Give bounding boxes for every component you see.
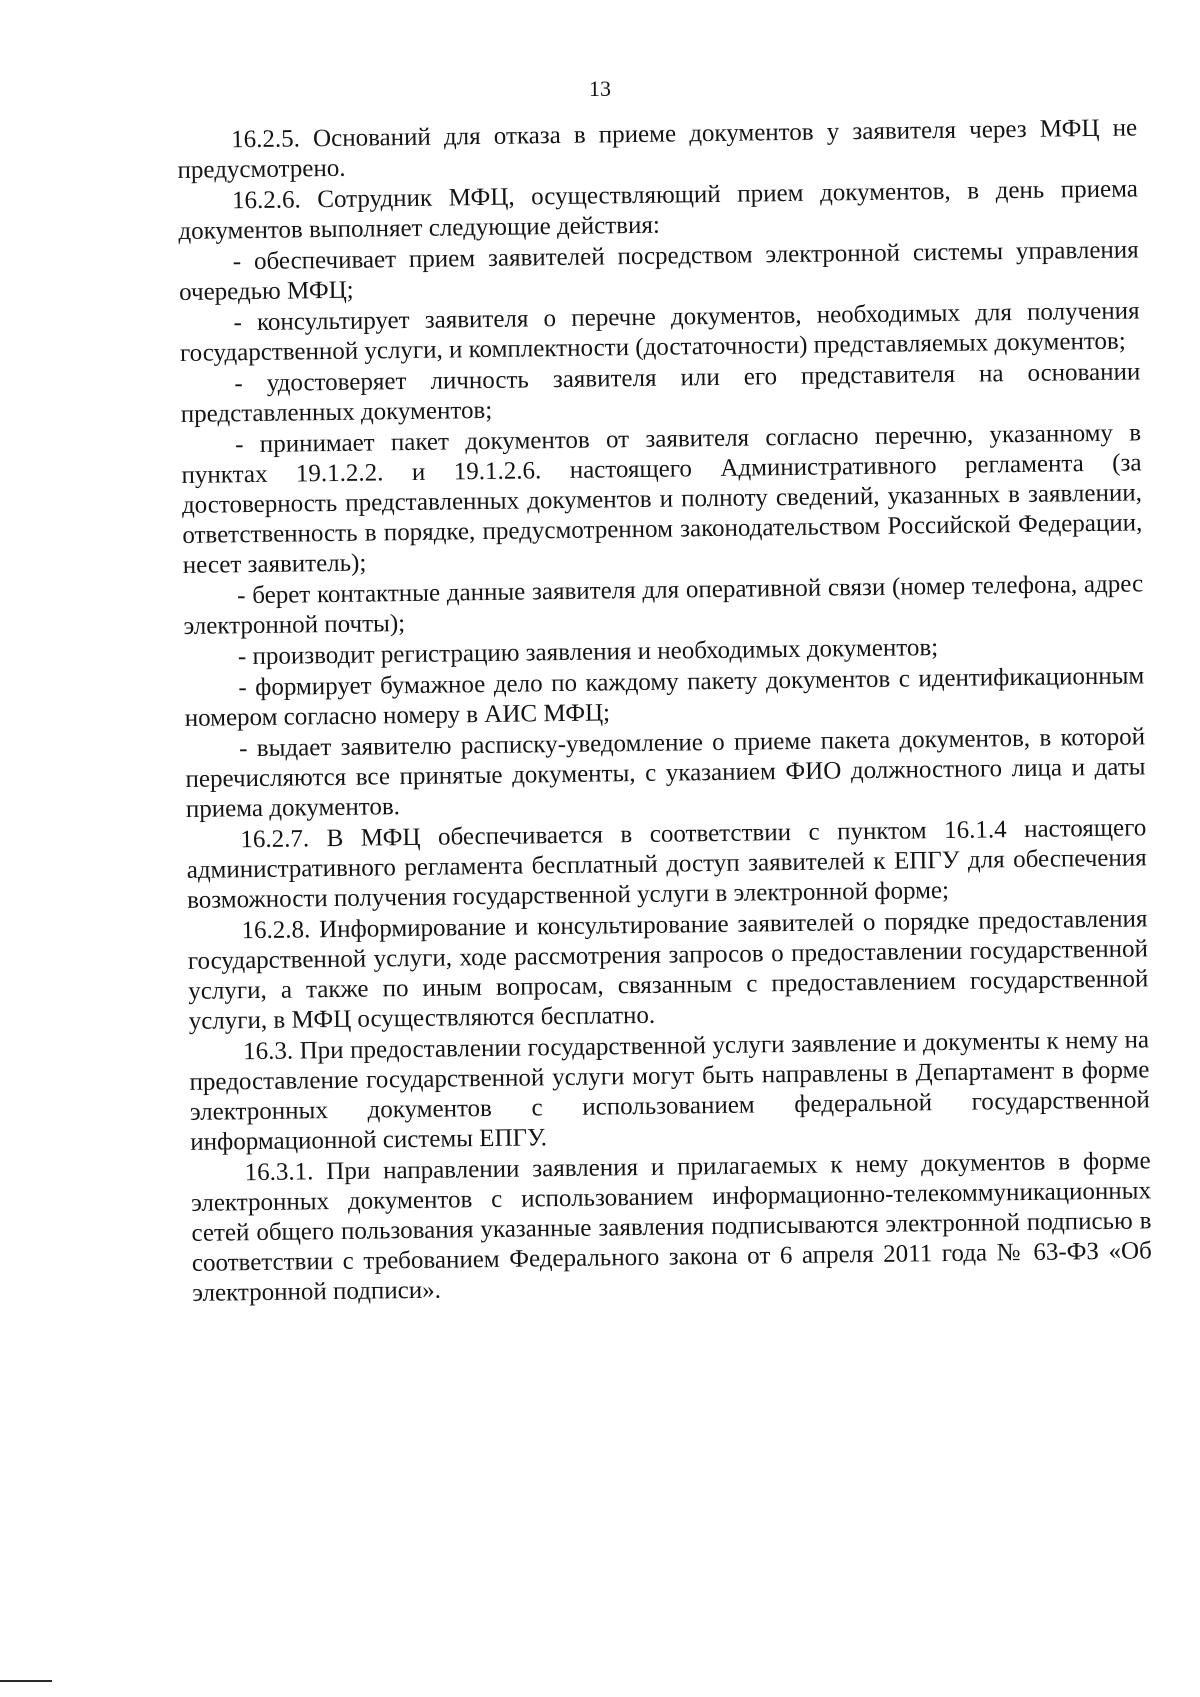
list-item: - берет контактные данные заявителя для оперативной связи (номер телефона, адрес электронной почты); bbox=[183, 570, 1144, 640]
list-item: - удостоверяет личность заявителя или его представителя на основании представленных документов; bbox=[180, 358, 1141, 428]
list-item: - принимает пакет документов от заявителя согласно перечню, указанному в пунктах 19.1.2.2. и 19.1.2.6. настоящего Административного регламента (за достоверность представленных документов и полноту сведений, указанных в заявлении, ответственность в порядке, предусмотренном законодательством Российской Федерации, несет заявитель); bbox=[181, 419, 1143, 579]
paragraph-16-2-6: 16.2.6. Сотрудник МФЦ, осуществляющий прием документов, в день приема документов выполняет следующие действия: bbox=[178, 175, 1139, 245]
list-item: - выдает заявителю расписку-уведомление о приеме пакета документов, в которой перечисляются все принятые документы, с указанием ФИО должностного лица и даты приема документов. bbox=[185, 723, 1146, 823]
paragraph-16-3-1: 16.3.1. При направлении заявления и прилагаемых к нему документов в форме электронных документов с использованием информационно-телекоммуникационных сетей общего пользования указанные заявления подписываются электронной подписью в соответствии с требованием Федерального закона от 6 апреля 2011 года № 63-ФЗ «Об электронной подписи». bbox=[190, 1147, 1152, 1307]
list-item: - обеспечивает прием заявителей посредством электронной системы управления очередью МФЦ; bbox=[179, 236, 1139, 306]
page-number: 13 bbox=[589, 76, 611, 101]
paragraph-16-2-7: 16.2.7. В МФЦ обеспечивается в соответствии с пунктом 16.1.4 настоящего административного регламента бесплатный доступ заявителей к ЕПГУ для обеспечения возможности получения государственной услуги в электронной форме; bbox=[186, 814, 1147, 914]
list-item: - формирует бумажное дело по каждому пакету документов с идентификационным номером согласно номеру в АИС МФЦ; bbox=[184, 662, 1145, 732]
paragraph-16-3: 16.3. При предоставлении государственной услуги заявление и документы к нему на предоставление государственной услуги могут быть направлены в Департамент в форме электронных документов с использованием федеральной государственной информационной системы ЕПГУ. bbox=[189, 1026, 1151, 1156]
document-body bbox=[177, 113, 1152, 1309]
list-item: - производит регистрацию заявления и необходимых документов; bbox=[237, 634, 939, 671]
list-item: - консультирует заявителя о перечне документов, необходимых для получения государственной услуги, и комплектности (достаточности) представляемых документов; bbox=[179, 297, 1140, 367]
paragraph-16-2-5: 16.2.5. Оснований для отказа в приеме документов у заявителя через МФЦ не предусмотрено. bbox=[177, 114, 1138, 184]
paragraph-16-2-8: 16.2.8. Информирование и консультирование заявителей о порядке предоставления государственной услуги, ходе рассмотрения запросов о предоставлении государственной услуги, а также по иным вопросам, связанным с предоставлением государственной услуги, в МФЦ осуществляются бесплатно. bbox=[187, 905, 1149, 1035]
scan-edge-mark bbox=[0, 1680, 52, 1682]
